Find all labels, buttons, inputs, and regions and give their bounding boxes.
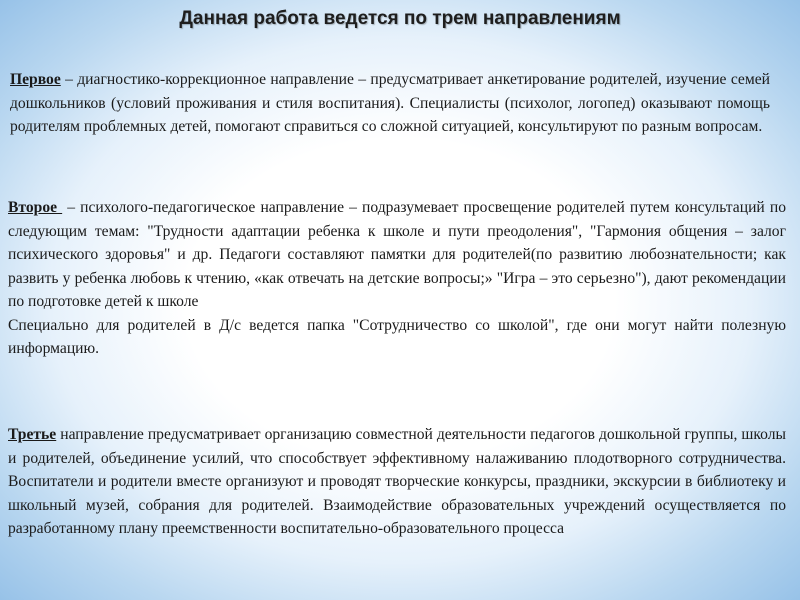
section-second-lead: Второе [8, 199, 63, 216]
section-second-paragraph-2: Специально для родителей в Д/с ведется папка "Сотрудничество со школой", где они могут найти полезную информацию. [8, 316, 786, 357]
section-first-paragraph [10, 68, 770, 139]
section-first-lead: Первое [10, 71, 61, 88]
section-first-text: – диагностико-коррекционное направление – предусматривает анкетирование родителей, изучение семей дошкольников (условий проживания и стиля воспитания). Специалисты (психолог, логопед) оказывают помощь родителям проблемных детей, помогают справиться со сложной ситуацией, консультируют по разным вопросам. [10, 71, 770, 135]
section-third-lead: Третье [8, 426, 57, 443]
section-third [8, 423, 786, 541]
section-second-text: – психолого-педагогическое направление – подразумевает просвещение родителей путем консультаций по следующим темам: "Трудности адаптации ребенка к школе и пути преодоления", "Гармония общения – залог психического здоровья" и др. Педагоги составляют памятки для родителей(по развитию любознательности; как развить у ребенка любовь к чтению, «как отвечать на детские вопросы;» "Игра – это серьезно"), дают рекомендации по подготовке детей к школе [8, 199, 787, 310]
section-third-paragraph [8, 423, 786, 541]
section-first [10, 68, 770, 139]
section-third-text: направление предусматривает организацию совместной деятельности педагогов дошкольной группы, школы и родителей, объединение усилий, что способствует эффективному налаживанию плодотворного сотрудничества. Воспитатели и родители вместе организуют и проводят творческие конкурсы, праздники, экскурсии в библиотеку и школьный музей, собрания для родителей. Взаимодействие образовательных учреждений осуществляется по разработанному плану преемственности воспитательно-образовательного процесса [8, 426, 786, 537]
section-second-paragraph [8, 196, 786, 314]
section-second [8, 196, 786, 361]
slide-title: Данная работа ведется по трем направлениям [179, 8, 621, 29]
